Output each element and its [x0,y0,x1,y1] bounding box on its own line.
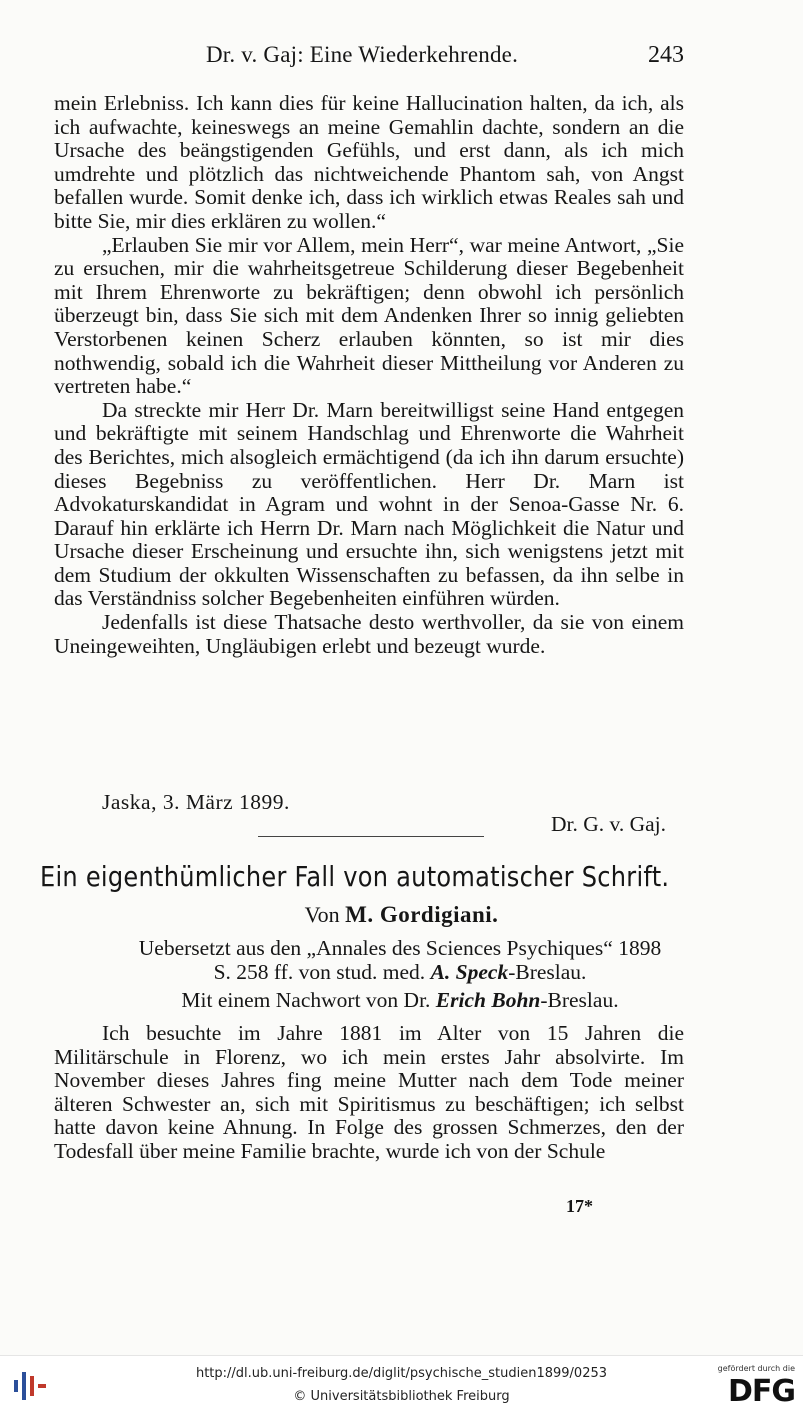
copyright-notice: © Universitätsbibliothek Freiburg [293,1389,510,1404]
author-name: M. Gordigiani. [345,902,499,927]
dfg-badge [707,1364,795,1410]
body-text-continuation [54,92,684,658]
viewer-footer [0,1355,803,1414]
sponsor-label: gefördert durch die [717,1364,795,1373]
page-header [206,42,686,72]
translation-suffix: -Breslau. [508,960,587,984]
printer-signature-mark: 17* [566,1196,593,1216]
paragraph: Da streckte mir Herr Dr. Marn bereitwilligst seine Hand entgegen und bekräftigte mit seinem Handschlag und Ehrenworte die Wahrheit des Berichtes, mich alsogleich ermächtigend (da ich ihn darum ersuchte) dieses Begebniss zu veröffentlichen. Herr Dr. Marn ist Advokaturskandidat in Agram und wohnt in der Senoa-Gasse Nr. 6. Darauf hin erklärte ich Herrn Dr. Marn nach Möglichkeit die Natur und Ursache dieser Erscheinung und ersuchte ihn, sich wenigstens jetzt mit dem Studium der okkulten Wissenschaften zu befassen, da ihn selbe in das Verständniss solcher Begebenheiten einführen würden. [54,397,684,611]
author-signature: Dr. G. v. Gaj. [550,812,666,836]
afterword-prefix: Mit einem Nachwort von Dr. [181,988,431,1012]
paragraph: „Erlauben Sie mir vor Allem, mein Herr“, war meine Antwort, „Sie zu ersuchen, mir die wahrheitsgetreue Schilderung dieser Begebenheit mit Ihrem Ehrenworte zu bekräftigen; denn obwohl ich persönlich überzeugt bin, dass Sie sich mit dem Andenken Ihrer so innig geliebten Verstorbenen keinen Scherz erlauben könnten, so ist mir dies nothwendig, sobald ich die Wahrheit dieser Mittheilung vor Anderen zu vertreten habe.“ [54,232,684,399]
afterword-suffix: -Breslau. [540,988,619,1012]
article-body [54,1022,684,1164]
author-line [0,902,803,928]
section-divider [258,836,484,837]
paragraph: mein Erlebniss. Ich kann dies für keine Hallucination halten, da ich, als ich aufwachte, keineswegs an meine Gemahlin dachte, sondern an die Ursache des beängstigenden Gefühls, und erst dann, als ich mich umdrehte und plötzlich das nichtweichende Phantom sah, von Angst befallen wurde. Somit denke ich, dass ich wirklich etwas Reales sah und bitte Sie, mir dies erklären zu wollen.“ [54,91,684,233]
translator-name: A. Speck [430,960,509,984]
page-number: 243 [648,42,684,68]
afterword-note [40,988,760,1013]
article-title: Ein eigenthümlicher Fall von automatischer Schrift. [40,860,670,893]
translation-note [40,936,760,984]
place-date: Jaska, 3. März 1899. [102,790,290,814]
closing-line [54,790,684,836]
source-url-link[interactable]: http://dl.ub.uni-freiburg.de/diglit/psychische_studien1899/0253 [195,1366,608,1381]
translation-line-2 [40,960,760,984]
afterword-author: Erich Bohn [435,988,541,1012]
author-prefix: Von [304,902,340,927]
paragraph: Ich besuchte im Jahre 1881 im Alter von 15 Jahren die Militärschule in Florenz, wo ich mein erstes Jahr absolvirte. Im November dieses Jahres fing meine Mutter nach dem Tode meiner älteren Schwester an, sich mit Spiritismus zu beschäftigen; ich selbst hatte davon keine Ahnung. In Folge des grossen Schmerzes, den der Todesfall über meine Familie brachte, wurde ich von der Schule [54,1021,684,1163]
running-title: Dr. v. Gaj: Eine Wiederkehrende. [206,42,519,67]
paragraph: Jedenfalls ist diese Thatsache desto werthvoller, da sie von einem Uneingeweihten, Ungläubigen erlebt und bezeugt wurde. [54,610,684,658]
translation-prefix: S. 258 ff. von stud. med. [213,960,426,984]
dfg-logo: DFG [727,1374,795,1409]
translation-line-1: Uebersetzt aus den „Annales des Sciences Psychiques“ 1898 [138,936,662,960]
